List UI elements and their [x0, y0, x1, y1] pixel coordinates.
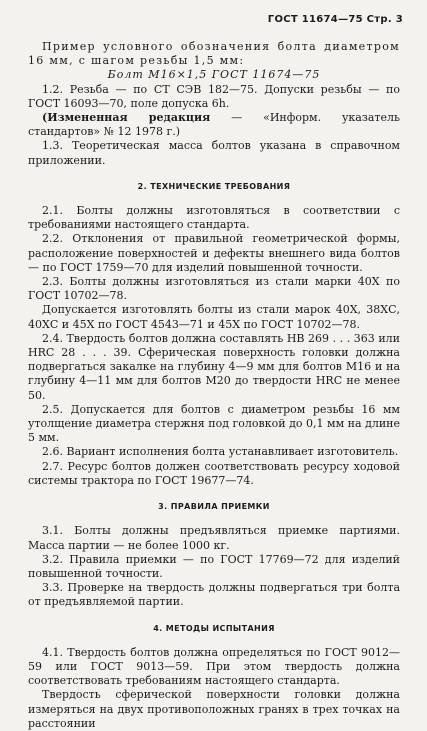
paragraph-4-1-cont: Твердость сферической поверхности головки должна измеряться на двух противоположных гранях в трех точках на расстоянии — [28, 688, 400, 730]
example-intro: Пример условного обозначения болта диаметром 16 мм, с шагом резьбы 1,5 мм: — [28, 40, 400, 68]
section-3-heading: 3. ПРАВИЛА ПРИЕМКИ — [158, 502, 270, 512]
document-body — [28, 40, 400, 731]
section-4-heading: 4. МЕТОДЫ ИСПЫТАНИЯ — [153, 623, 275, 633]
page-header: ГОСТ 11674—75 Стр. 3 — [267, 14, 403, 25]
paragraph-3-2: 3.2. Правила приемки — по ГОСТ 17769—72 для изделий повышенной точности. — [28, 552, 400, 580]
section-2-heading: 2. ТЕХНИЧЕСКИЕ ТРЕБОВАНИЯ — [137, 181, 291, 191]
amendment-label: (Измененная редакция — [42, 111, 211, 125]
paragraph-3-1: 3.1. Болты должны предъявляться приемке партиями. Масса партии — не более 1000 кг. — [28, 524, 400, 552]
paragraph-4-1: 4.1. Твердость болтов должна определяться по ГОСТ 9012—59 или ГОСТ 9013—59. При этом твердость должна соответствовать требованиям настоящего стандарта. — [28, 645, 400, 688]
paragraph-3-3: 3.3. Проверке на твердость должны подвергаться три болта от предъявляемой партии. — [28, 581, 400, 609]
paragraph-2-7: 2.7. Ресурс болтов должен соответствовать ресурсу ходовой системы трактора по ГОСТ 19677—74. — [28, 459, 400, 487]
paragraph-1-2: 1.2. Резьба — по СТ СЭВ 182—75. Допуски резьбы — по ГОСТ 16093—70, поле допуска 6h. — [28, 82, 400, 110]
paragraph-2-3-cont: Допускается изготовлять болты из стали марок 40Х, 38ХС, 40ХС и 45Х по ГОСТ 4543—71 и 45Х по ГОСТ 10702—78. — [28, 303, 400, 331]
paragraph-2-5: 2.5. Допускается для болтов с диаметром резьбы 16 мм утолщение диаметра стержня под головкой до 0,1 мм на длине 5 мм. — [28, 402, 400, 445]
amendment-note — [28, 111, 400, 139]
paragraph-2-6: 2.6. Вариант исполнения болта устанавливает изготовитель. — [42, 445, 399, 459]
paragraph-1-3: 1.3. Теоретическая масса болтов указана в справочном приложении. — [28, 139, 400, 167]
paragraph-2-2: 2.2. Отклонения от правильной геометрической формы, расположение поверхностей и дефекты внешнего вида болтов — по ГОСТ 1759—70 для изделий повышенной точности. — [28, 232, 400, 274]
amendment-text: — «Информ. указатель стандартов» № 12 1978 г.) — [28, 111, 400, 139]
paragraph-2-4: 2.4. Твердость болтов должна составлять НВ 269 . . . 363 или HRC 28 . . . 39. Сферическая поверхность головки должна подвергаться закалке на глубину 4—9 мм для болтов М16 и на глубину 4—11 мм для болтов М20 до твердости HRC не менее 50. — [28, 331, 400, 402]
example-designation: Болт М16×1,5 ГОСТ 11674—75 — [107, 68, 321, 82]
paragraph-2-1: 2.1. Болты должны изготовляться в соответствии с требованиями настоящего стандарта. — [28, 204, 400, 232]
paragraph-2-3: 2.3. Болты должны изготовляться из стали марки 40Х по ГОСТ 10702—78. — [28, 275, 400, 303]
